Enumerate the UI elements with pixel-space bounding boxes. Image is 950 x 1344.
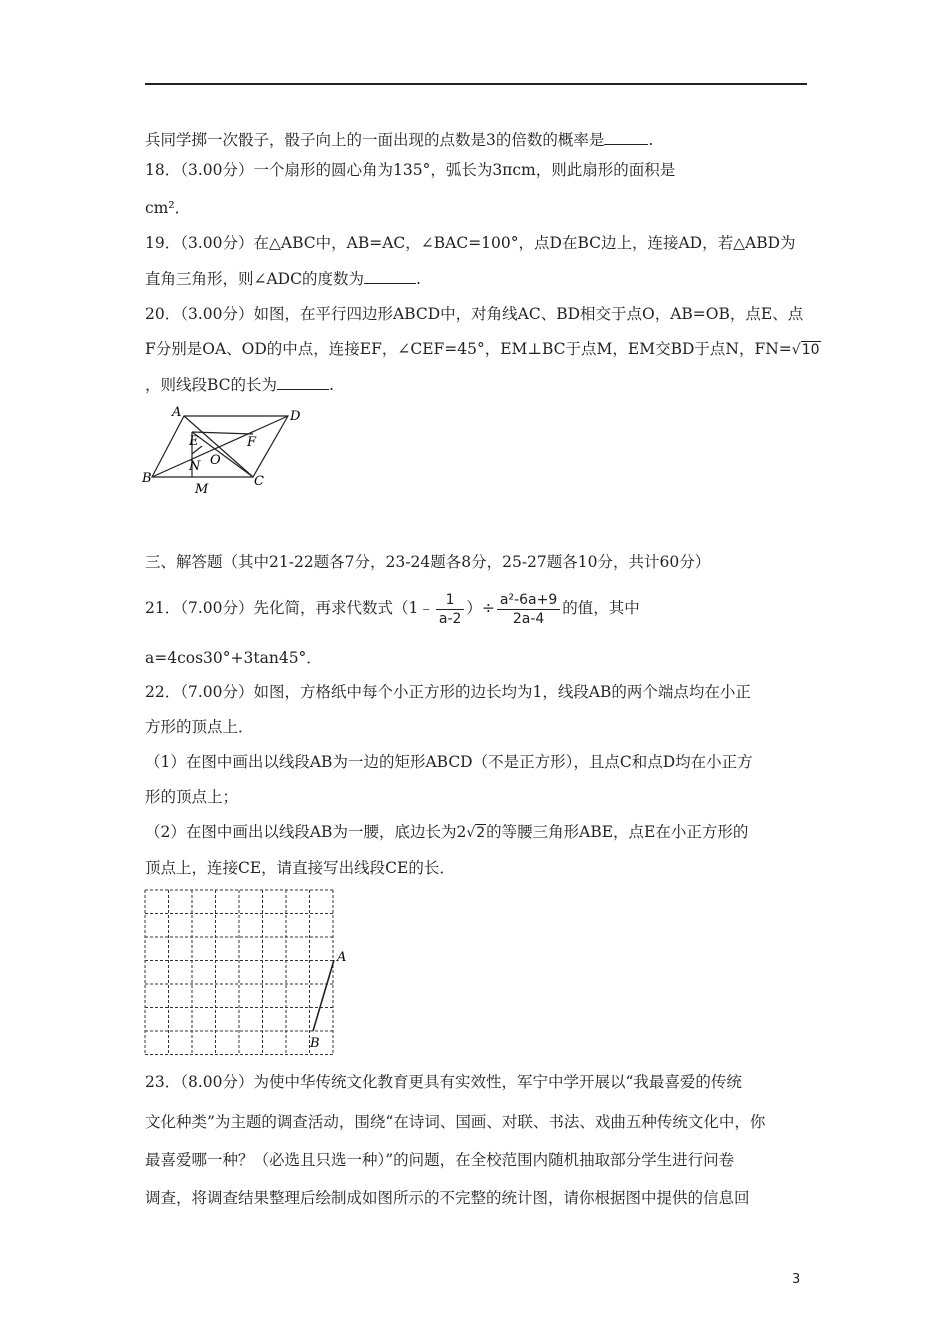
question-22-part1: （1）在图中画出以线段AB为一边的矩形ABCD（不是正方形），且点C和点D均在小正方 (145, 753, 753, 771)
label-A: A (172, 405, 182, 420)
label-N: N (189, 459, 201, 474)
question-20: 20．（3.00分）如图，在平行四边形ABCD中，对角线AC、BD相交于点O，AB=OB，点E、点 (145, 305, 804, 323)
question-21: 21．（7.00分）先化简，再求代数式（1﹣ $\frac{1}{a-2}$ ）÷ $\frac{\text{a²-6a+9}}{2a-4}$ 的值，其中 (145, 591, 640, 627)
text-line: 兵同学掷一次骰子，骰子向上的一面出现的点数是3的倍数的概率是 . (145, 128, 653, 152)
grid-figure (140, 885, 355, 1057)
question-20-cont2: ，则线段BC的长为 . (145, 373, 334, 397)
parallelogram-figure (140, 402, 310, 498)
header-rule (145, 83, 807, 85)
question-22-cont: 方形的顶点上． (145, 718, 254, 736)
label-E: E (189, 434, 199, 449)
question-23: 23．（8.00分）为使中华传统文化教育更具有实效性，军宁中学开展以“我最喜爱的传统 (145, 1073, 742, 1091)
label-B: B (142, 471, 152, 486)
segment-AB (313, 960, 334, 1031)
question-21-cont: a=4cos30°+3tan45°． (145, 649, 322, 667)
label-C: C (254, 474, 264, 489)
label-F: F (247, 435, 257, 450)
question-20-cont: F分别是OA、OD的中点，连接EF，∠CEF=45°，EM⊥BC于点M，EM交BD于点N，FN=√10 (145, 340, 820, 358)
page-number: 3 (792, 1272, 801, 1287)
label-M: M (195, 482, 209, 497)
section-3-heading: 三、解答题（其中21-22题各7分，23-24题各8分，25-27题各10分，共计60分） (145, 553, 711, 571)
question-19: 19．（3.00分）在△ABC中，AB=AC，∠BAC=100°，点D在BC边上，连接AD，若△ABD为 (145, 234, 796, 252)
question-22-part1-cont: 形的顶点上； (145, 788, 239, 806)
question-18: 18．（3.00分）一个扇形的圆心角为135°，弧长为3πcm，则此扇形的面积是 (145, 161, 676, 179)
label-A: A (337, 950, 347, 965)
question-19-cont: 直角三角形，则∠ADC的度数为 . (145, 267, 421, 291)
question-22-part2: （2）在图中画出以线段AB为一腰，底边长为2√2的等腰三角形ABE，点E在小正方形的 (145, 823, 749, 841)
label-O: O (210, 453, 221, 468)
question-23-cont1: 文化种类”为主题的调查活动，围绕“在诗词、国画、对联、书法、戏曲五种传统文化中，你 (145, 1113, 766, 1131)
question-18-cont: cm²． (145, 199, 191, 217)
label-D: D (290, 409, 301, 424)
question-22: 22．（7.00分）如图，方格纸中每个小正方形的边长均为1，线段AB的两个端点均在小正 (145, 683, 751, 701)
question-23-cont3: 调查，将调查结果整理后绘制成如图所示的不完整的统计图，请你根据图中提供的信息回 (145, 1189, 750, 1207)
question-23-cont2: 最喜爱哪一种？（必选且只选一种）”的问题，在全校范围内随机抽取部分学生进行问卷 (145, 1151, 735, 1169)
question-22-part2-cont: 顶点上，连接CE，请直接写出线段CE的长． (145, 859, 455, 877)
label-B: B (310, 1036, 320, 1051)
